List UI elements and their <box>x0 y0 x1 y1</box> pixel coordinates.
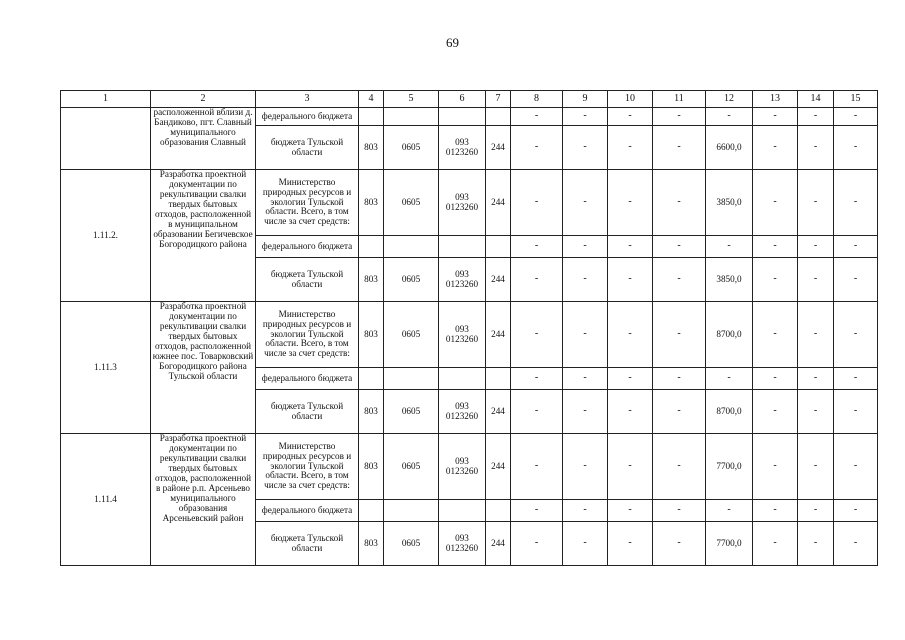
amount-cell: 7700,0 <box>706 522 753 566</box>
item-number-cell <box>61 108 151 170</box>
source-federal: федерального бюджета <box>256 368 359 390</box>
table-row: федерального бюджета - - - - - - - - <box>61 500 878 522</box>
col-header: 13 <box>753 91 798 108</box>
item-description: Разработка проектной документации по рекультивации свалки твердых бытовых отходов, расположенной в муниципальном образовании Бегичевское Богородицкого района <box>151 170 256 302</box>
table-row: бюджета Тульской области 803 0605 093 0123260 244 - - - - 3850,0 - - - <box>61 258 878 302</box>
source-regional: бюджета Тульской области <box>256 258 359 302</box>
col-header: 4 <box>359 91 384 108</box>
item-number-cell: 1.11.4 <box>61 434 151 566</box>
col-header: 15 <box>834 91 878 108</box>
item-number-cell: 1.11.3 <box>61 302 151 434</box>
item-number-cell: 1.11.2. <box>61 170 151 302</box>
amount-cell: 7700,0 <box>706 434 753 500</box>
table-row: федерального бюджета - - - - - - - - <box>61 236 878 258</box>
col-header: 10 <box>608 91 653 108</box>
source-federal: федерального бюджета <box>256 108 359 126</box>
source-regional: бюджета Тульской области <box>256 522 359 566</box>
amount-cell: 6600,0 <box>706 126 753 170</box>
source-ministry: Министерство природных ресурсов и экологии Тульской области. Всего, в том числе за счет средств: <box>256 170 359 236</box>
table-row: 1.11.4 Разработка проектной документации по рекультивации свалки твердых бытовых отходов, расположенной в районе р.п. Арсеньево муниципального образования Арсеньевский район Министерство природных ресурсов и экологии Тульской области. Всего, в том числе за счет средств: 803 0605 093 0123260 244 - - - - 7700,0 - - - <box>61 434 878 500</box>
col-header: 5 <box>384 91 439 108</box>
table-row: бюджета Тульской области 803 0605 093 0123260 244 - - - - 8700,0 - - - <box>61 390 878 434</box>
source-ministry: Министерство природных ресурсов и экологии Тульской области. Всего, в том числе за счет средств: <box>256 302 359 368</box>
amount-cell: 8700,0 <box>706 302 753 368</box>
col-header: 3 <box>256 91 359 108</box>
col-header: 11 <box>653 91 706 108</box>
col-header: 6 <box>439 91 486 108</box>
table-row: бюджета Тульской области 803 0605 093 0123260 244 - - - - 6600,0 - - - <box>61 126 878 170</box>
col-header: 14 <box>798 91 834 108</box>
col-header: 8 <box>511 91 563 108</box>
source-federal: федерального бюджета <box>256 500 359 522</box>
amount-cell: 3850,0 <box>706 170 753 236</box>
col-header: 12 <box>706 91 753 108</box>
col-header: 7 <box>486 91 511 108</box>
header-row <box>61 91 878 108</box>
table-row: 1.11.2. Разработка проектной документации по рекультивации свалки твердых бытовых отходов, расположенной в муниципальном образовании Бегичевское Богородицкого района Министерство природных ресурсов и экологии Тульской области. Всего, в том числе за счет средств: 803 0605 093 0123260 244 - - - - 3850,0 - - - <box>61 170 878 236</box>
source-ministry: Министерство природных ресурсов и экологии Тульской области. Всего, в том числе за счет средств: <box>256 434 359 500</box>
source-regional: бюджета Тульской области <box>256 390 359 434</box>
col-header: 9 <box>563 91 608 108</box>
item-description: Разработка проектной документации по рекультивации свалки твердых бытовых отходов, расположенной в районе р.п. Арсеньево муниципального образования Арсеньевский район <box>151 434 256 566</box>
source-federal: федерального бюджета <box>256 236 359 258</box>
table-row: федерального бюджета - - - - - - - - <box>61 368 878 390</box>
budget-table <box>60 90 878 566</box>
amount-cell: 3850,0 <box>706 258 753 302</box>
item-description: Разработка проектной документации по рекультивации свалки твердых бытовых отходов, расположенной южнее пос. Товарковский Богородицкого района Тульской области <box>151 302 256 434</box>
item-description: расположенной вблизи д. Бандиково, пгт. Славный муниципального образования Славный <box>151 108 256 170</box>
source-regional: бюджета Тульской области <box>256 126 359 170</box>
amount-cell: 8700,0 <box>706 390 753 434</box>
table-row: бюджета Тульской области 803 0605 093 0123260 244 - - - - 7700,0 - - - <box>61 522 878 566</box>
page-number: 69 <box>446 35 459 50</box>
col-header: 2 <box>151 91 256 108</box>
table-row: 1.11.3 Разработка проектной документации по рекультивации свалки твердых бытовых отходов, расположенной южнее пос. Товарковский Богородицкого района Тульской области Министерство природных ресурсов и экологии Тульской области. Всего, в том числе за счет средств: 803 0605 093 0123260 244 - - - - 8700,0 - - - <box>61 302 878 368</box>
table-row: расположенной вблизи д. Бандиково, пгт. Славный муниципального образования Славный федерального бюджета - - - - - - - - <box>61 108 878 126</box>
col-header: 1 <box>61 91 151 108</box>
